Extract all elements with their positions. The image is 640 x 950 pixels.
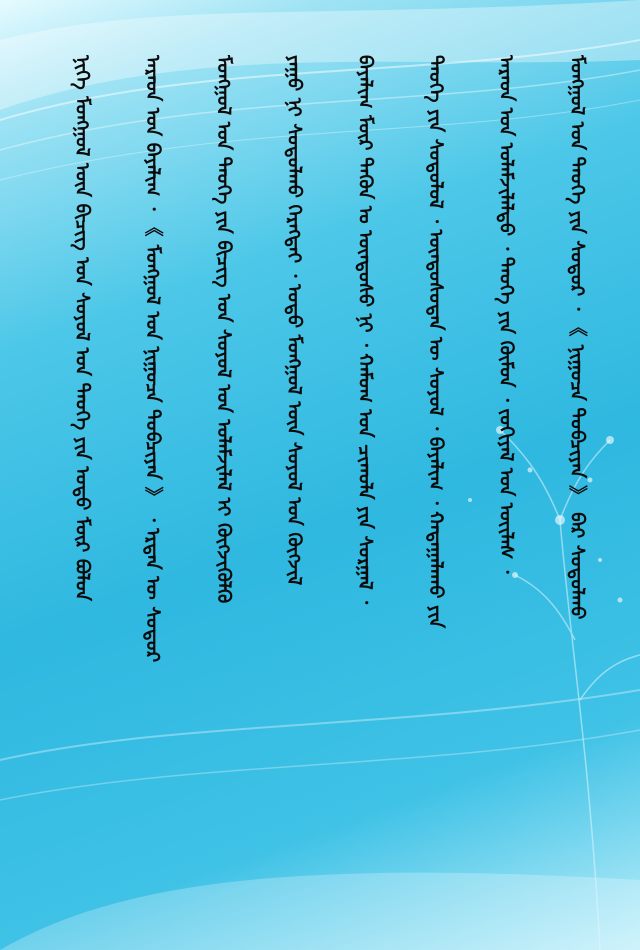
text-line: ᠨᠢᠭᠡ ᠮᠣᠩᠭᠣᠯ ᠦᠨ ᠪᠢᠴᠢᠭ ᠤᠨ ᠰᠣᠶᠣᠯ ᠤᠨ ᠲᠡᠦᠬᠡ ᠶᠢᠨ ᠣᠳᠣ ᠮᠥᠷ ᠪᠣᠯᠤᠨ bbox=[71, 55, 93, 601]
text-line: ᠶᠠᠭᠤ ᠨᠢ ᠰᠤᠳᠤᠯᠬᠤ ᠬᠡᠷᠡᠭᠲᠡᠢ ᠂ ᠣᠳᠣ ᠮᠣᠩᠭᠣᠯ ᠦᠨ ᠰᠣᠶᠣᠯ ᠤᠨ ᠬᠥᠭᠵᠢᠯ bbox=[283, 55, 306, 586]
text-line: ᠮᠣᠩᠭᠣᠯ ᠤᠨ ᠲᠡᠦᠬᠡ ᠶᠢᠨ ᠰᠤᠳᠤᠷ ᠂ 《 ᠨᠢᠭᠤᠴᠠ ᠲᠣᠪᠴᠢᠶᠠᠨ 》 ᠪᠡᠷ ᠰᠤᠳᠤᠯᠬᠤ bbox=[565, 55, 588, 620]
text-line: ᠲᠡᠦᠬᠡ ᠶᠢᠨ ᠰᠤᠳᠤᠯᠤᠯ ᠂ ᠦᠨᠳᠦᠰᠦᠲᠡᠨ ᠦ ᠰᠣᠶᠣᠯ ᠂ ᠪᠠᠶᠠᠯᠢᠭ ᠂ ᠬᠠᠳᠠᠭᠠᠯᠠᠬᠤ ᠶᠢᠨ bbox=[424, 55, 447, 629]
text-line: ᠠᠷᠠᠳ ᠤᠨ ᠪᠠᠶᠠᠯᠢᠭ ᠂ 《 ᠮᠣᠩᠭᠣᠯ ᠤᠨ ᠨᠢᠭᠤᠴᠠ ᠲᠣᠪᠴᠢᠶᠠᠨ 》 ᠂ ᠡᠷᠲᠡᠨ ᠦ ᠰᠤᠳᠤᠷ bbox=[141, 55, 164, 663]
text-line: ᠮᠣᠩᠭᠣᠯ ᠤᠨ ᠲᠡᠦᠬᠡ ᠶᠢᠨ ᠪᠢᠴᠢᠭ ᠤᠨ ᠰᠣᠶᠣᠯ ᠤᠨ ᠤᠯᠠᠮᠵᠢᠯᠠᠯ ᠢ ᠬᠥᠭᠵᠢᠭᠦᠯᠬᠦ bbox=[212, 55, 235, 604]
text-line: ᠪᠠᠶᠠᠯᠢᠭ ᠮᠥᠷ ᠲᠡᠭᠦᠨ ᠤ ᠦᠨᠳᠦᠰᠦ ᠨᠢ ᠂ ᠬᠠᠮᠤᠭ ᠤᠨ ᠴᠢᠬᠤᠯᠠ ᠶᠢᠨ ᠰᠤᠷᠭᠠᠯ ᠂ bbox=[353, 55, 376, 605]
mongolian-text-block bbox=[62, 55, 597, 905]
text-line: ᠠᠷᠠᠳ ᠤᠨ ᠤᠯᠠᠮᠵᠢᠯᠠᠯᠲᠤ ᠂ ᠲᠡᠦᠬᠡ ᠶᠢᠨ ᠬᠥᠮᠦᠨ ᠂ ᠵᠣᠬᠢᠶᠠᠯ ᠤᠨ ᠦᠢᠯᠡᠰ ᠂ bbox=[495, 55, 518, 574]
